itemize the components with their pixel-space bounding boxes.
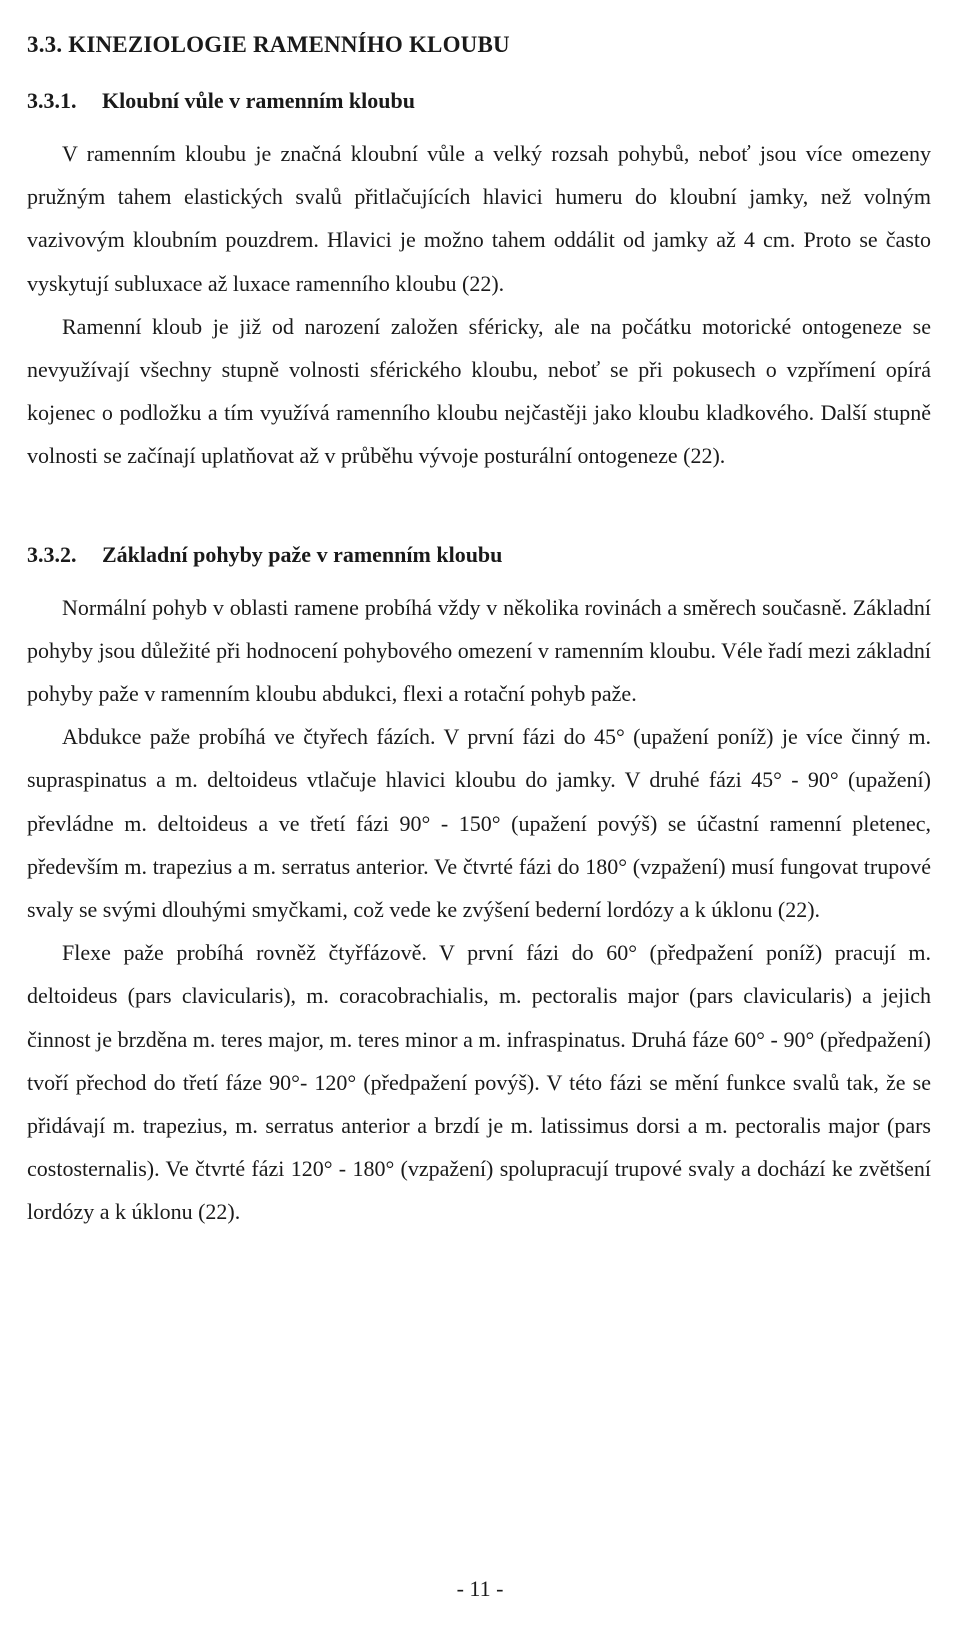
chapter-heading: 3.3. KINEZIOLOGIE RAMENNÍHO KLOUBU <box>27 32 510 57</box>
section-heading <box>27 540 931 570</box>
paragraph: V ramenním kloubu je značná kloubní vůle a velký rozsah pohybů, neboť jsou více omezeny pružným tahem elastických svalů přitlačujících hlavici humeru do kloubní jamky, než volným vazivovým kloubním pouzdrem. Hlavici je možno tahem oddálit od jamky až 4 cm. Proto se často vyskytují subluxace až luxace ramenního kloubu (22). <box>27 141 931 296</box>
section-spacer <box>27 478 931 540</box>
section-number: 3.3.1. <box>27 88 77 113</box>
section-number: 3.3.2. <box>27 541 77 567</box>
paragraph: Flexe paže probíhá rovněž čtyřfázově. V první fázi do 60° (předpažení poníž) pracují m. deltoideus (pars clavicularis), m. coracobrachialis, m. pectoralis major (pars clavicularis) a jejich činnost je brzděna m. teres major, m. teres minor a m. infraspinatus. Druhá fáze 60° - 90° (předpažení) tvoří přechod do třetí fáze 90°- 120° (předpažení povýš). V této fázi se mění funkce svalů tak, že se přidávají m. trapezius, m. serratus anterior a brzdí je m. latissimus dorsi a m. pectoralis major (pars costosternalis). Ve čtvrté fázi 120° - 180° (vzpažení) spolupracují trupové svaly a dochází ke zvětšení lordózy a k úklonu (22). <box>27 940 931 1225</box>
paragraph: Abdukce paže probíhá ve čtyřech fázích. V první fázi do 45° (upažení poníž) je více činný m. supraspinatus a m. deltoideus vtlačuje hlavici kloubu do jamky. V druhé fázi 45° - 90° (upažení) převládne m. deltoideus a ve třetí fázi 90° - 150° (upažení povýš) se účastní ramenní pletenec, především m. trapezius a m. serratus anterior. Ve čtvrté fázi do 180° (vzpažení) musí fungovat trupové svaly se svými dlouhými smyčkami, což vede ke zvýšení bederní lordózy a k úklonu (22). <box>27 724 931 923</box>
page-content <box>27 30 931 1234</box>
page-number: - 11 - <box>456 1576 504 1601</box>
paragraph: Normální pohyb v oblasti ramene probíhá vždy v několika rovinách a směrech současně. Základní pohyby jsou důležité při hodnocení pohybového omezení v ramenním kloubu. Véle řadí mezi základní pohyby paže v ramenním kloubu abdukci, flexi a rotační pohyb paže. <box>27 594 931 707</box>
section-title: Základní pohyby paže v ramenním kloubu <box>102 541 503 567</box>
section-title: Kloubní vůle v ramenním kloubu <box>102 88 415 113</box>
paragraph: Ramenní kloub je již od narození založen sféricky, ale na počátku motorické ontogeneze se nevyužívají všechny stupně volnosti sférického kloubu, neboť se při pokusech o vzpřímení opírá kojenec o podložku a tím využívá ramenního kloubu nejčastěji jako kloubu kladkového. Další stupně volnosti se začínají uplatňovat až v průběhu vývoje posturální ontogeneze (22). <box>27 313 931 469</box>
section-heading <box>27 86 931 116</box>
